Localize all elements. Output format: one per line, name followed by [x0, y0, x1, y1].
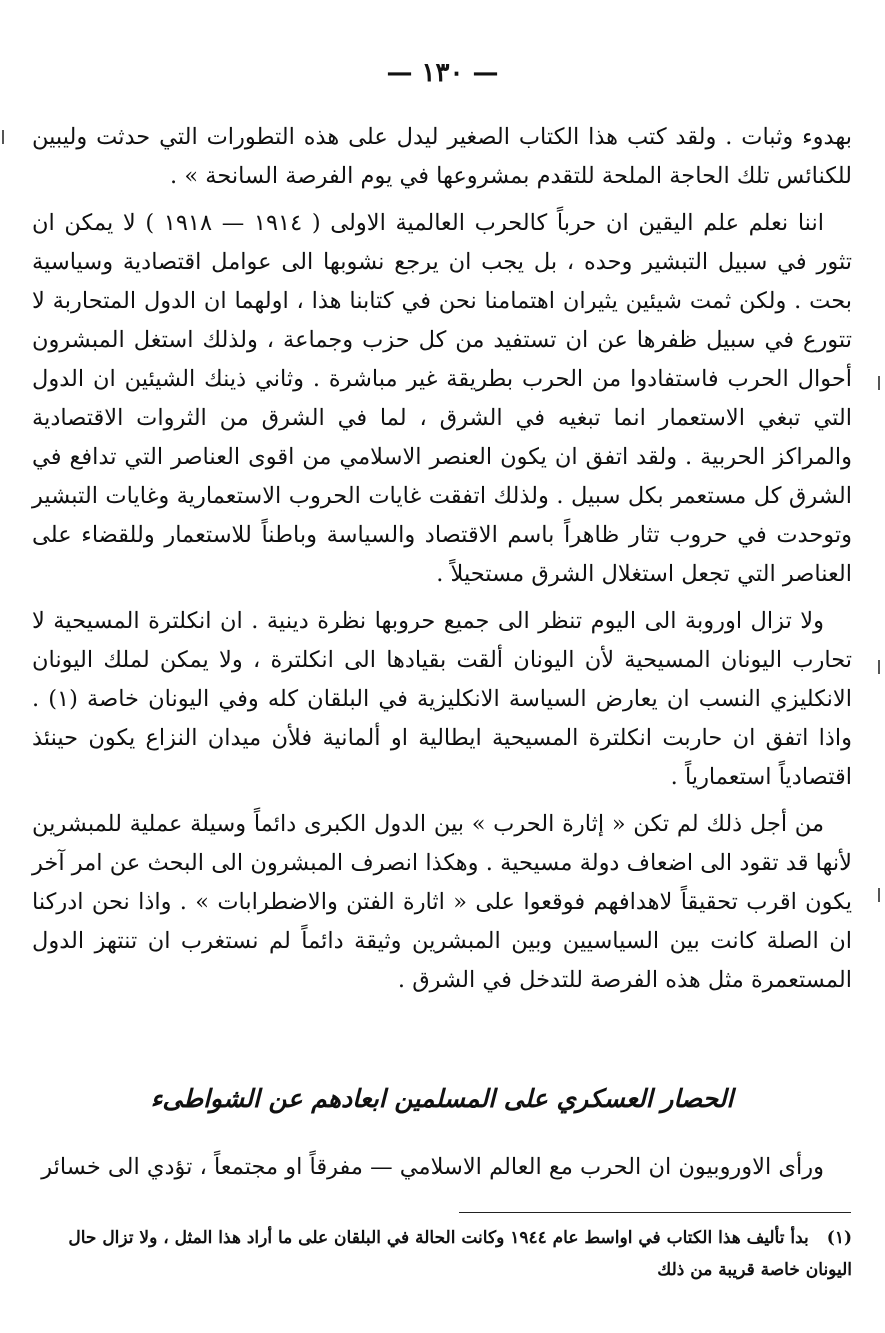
page-number: — ١٣٠ —: [386, 58, 499, 88]
footnote-marker: (١): [826, 1228, 852, 1248]
paragraph: بهدوء وثبات . ولقد كتب هذا الكتاب الصغير ليدل على هذه التطورات التي حدثت وليبين للكنائس تلك الحاجة الملحة للتقدم بمشروعها في يوم الفرصة السانحة » .: [32, 124, 852, 189]
paragraph: ولا تزال اوروبة الى اليوم تنظر الى جميع حروبها نظرة دينية . ان انكلترة المسيحية لا تحارب اليونان المسيحية لأن اليونان ألقت بقيادها الى انكلترة ، ولا يمكن لملك اليونان الانكليزي النسب ان يعارض السياسة الانكليزية في البلقان كله وفي اليونان خاصة (١) . واذا اتفق ان حاربت انكلترة المسيحية ايطالية او ألمانية فلأن ميدان النزاع يكون حينئذ اقتصادياً استعمارياً .: [32, 608, 853, 790]
paragraph: من أجل ذلك لم تكن « إثارة الحرب » بين الدول الكبرى دائماً وسيلة عملية للمبشرين لأنها قد تقود الى اضعاف دولة مسيحية . وهكذا انصرف المبشرون الى البحث عن امر آخر يكون اقرب تحقيقاً لاهدافهم فوقعوا على « اثارة الفتن والاضطرابات » . واذا نحن ادركنا ان الصلة كانت بين السياسيين وبين المبشرين وثيقة دائماً لم نستغرب ان تنتهز الدول المستعمرة مثل هذه الفرصة للتدخل في الشرق .: [32, 811, 852, 993]
margin-mark: [878, 888, 880, 902]
footnote: [32, 1222, 852, 1286]
paragraph-after-heading: ورأى الاوروبيون ان الحرب مع العالم الاسلامي — مفرقاً او مجتمعاً ، تؤدي الى خسائر: [41, 1154, 824, 1180]
margin-mark: [2, 130, 4, 144]
section-heading: الحصار العسكري على المسلمين ابعادهم عن الشواطىء: [150, 1084, 734, 1113]
margin-mark: [878, 660, 880, 674]
body-text: [32, 118, 852, 1008]
footnote-text: بدأ تأليف هذا الكتاب في اواسط عام ١٩٤٤ وكانت الحالة في البلقان على ما أراد هذا المثل ، ولا تزال حال اليونان خاصة قريبة من ذلك: [68, 1228, 852, 1280]
footnote-divider: [459, 1212, 851, 1213]
paragraph: اننا نعلم علم اليقين ان حرباً كالحرب العالمية الاولى ( ١٩١٤ — ١٩١٨ ) لا يمكن ان تثور في سبيل التبشير وحده ، بل يجب ان يرجع نشوبها الى عوامل اقتصادية وسياسية بحت . ولكن ثمت شيئين يثيران اهتمامنا نحن في كتابنا هذا ، اولهما ان الدول المتحاربة لا تتورع في سبيل ظفرها عن ان تستفيد من كل حزب وجماعة ، ولذلك استغل المبشرون أحوال الحرب فاستفادوا من الحرب بطريقة غير مباشرة . وثاني ذينك الشيئين ان الدول التي تبغي الاستعمار انما تبغيه في الشرق ، لما في الشرق من الثروات الاقتصادية والمراكز الحربية . ولقد اتفق ان يكون العنصر الاسلامي من اقوى العناصر التي تدافع في الشرق كل مستعمر بكل سبيل . ولذلك اتفقت غايات الحروب الاستعمارية وغايات التبشير وتوحدت في حروب تثار ظاهراً باسم الاقتصاد والسياسة وباطناً للاستعمار وللقضاء على العناصر التي تجعل استغلال الشرق مستحيلاً .: [32, 210, 852, 587]
margin-mark: [878, 376, 880, 390]
